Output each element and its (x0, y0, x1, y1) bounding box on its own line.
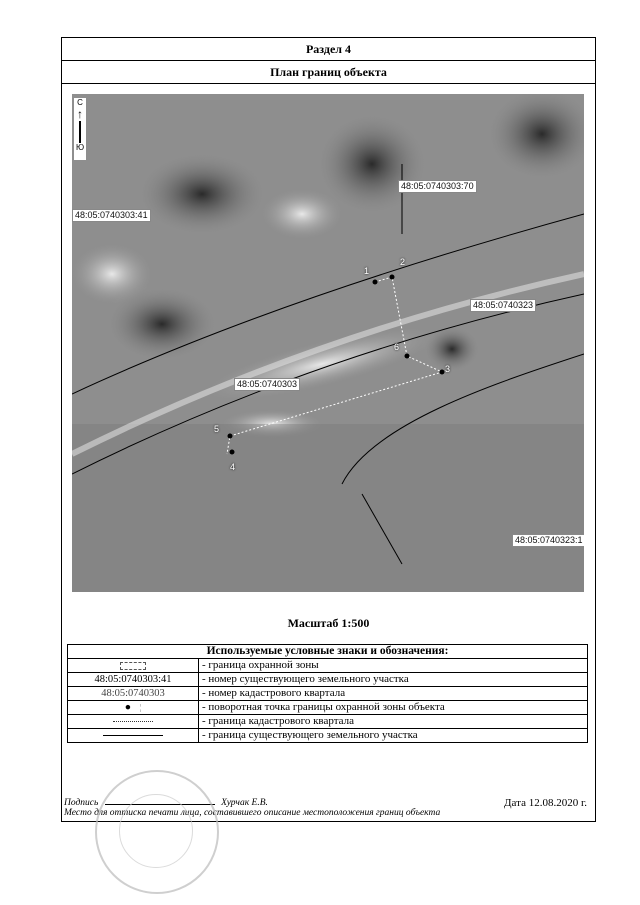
point-2: 2 (400, 257, 406, 267)
legend-row (68, 715, 588, 729)
legend-text: - поворотная точка границы охранной зоны объекта (199, 701, 588, 715)
arrow-up-icon: ↑ (77, 107, 83, 121)
point-6: 6 (394, 342, 400, 352)
legend-symbol: 48:05:0740303 (68, 687, 199, 701)
point-5: 5 (214, 424, 220, 434)
legend-row (68, 701, 588, 715)
point-1: 1 (364, 266, 370, 276)
map-scale: Масштаб 1:500 (287, 616, 370, 630)
point-3: 3 (445, 364, 451, 374)
legend-symbol-quarter-line (68, 715, 199, 729)
legend-text: - номер кадастрового квартала (199, 687, 588, 701)
legend-symbol-point (68, 701, 199, 715)
map-drawing (72, 94, 584, 592)
solid-line-icon (103, 735, 163, 736)
legend-text: - граница кадастрового квартала (199, 715, 588, 729)
label-quarter-323: 48:05:0740323 (470, 299, 536, 312)
label-quarter-303: 48:05:0740303 (234, 378, 300, 391)
north-arrow (74, 98, 86, 160)
document-date: Дата 12.08.2020 г. (504, 797, 587, 809)
north-arrow-shaft (79, 121, 81, 143)
stamp-caption: Место для оттиска печати лица, составившего описание местоположения границ объекта (64, 808, 441, 818)
signature-label: Подпись (64, 798, 99, 808)
seal-stamp (95, 770, 219, 894)
point-4: 4 (230, 462, 236, 472)
section-header: Раздел 4 (62, 38, 595, 61)
legend-text: - граница существующего земельного участка (199, 729, 588, 743)
dot-icon: ● (124, 702, 132, 713)
legend-row (68, 729, 588, 743)
label-parcel-41: 48:05:0740303:41 (72, 209, 151, 222)
legend-symbol: 48:05:0740303:41 (68, 673, 199, 687)
dotted-line-icon (113, 721, 153, 722)
label-parcel-323-1: 48:05:0740323:1 (512, 534, 584, 547)
point-number-icon: ¦ (139, 703, 142, 712)
legend-row (68, 659, 588, 673)
legend-symbol-zone (68, 659, 199, 673)
legend-table (67, 644, 588, 743)
legend-row (68, 673, 588, 687)
plan-title: План границ объекта (62, 61, 595, 84)
south-letter: Ю (75, 143, 85, 152)
legend-row (68, 687, 588, 701)
aerial-map (72, 94, 584, 592)
dashed-rect-icon (120, 662, 146, 670)
north-letter: С (77, 98, 83, 107)
document-frame (61, 37, 596, 822)
legend-header: Используемые условные знаки и обозначения: (68, 645, 588, 659)
label-parcel-70: 48:05:0740303:70 (398, 180, 477, 193)
legend-symbol-parcel-line (68, 729, 199, 743)
signer-name: Хурчак Е.В. (221, 798, 268, 808)
legend-text: - граница охранной зоны (199, 659, 588, 673)
legend-text: - номер существующего земельного участка (199, 673, 588, 687)
